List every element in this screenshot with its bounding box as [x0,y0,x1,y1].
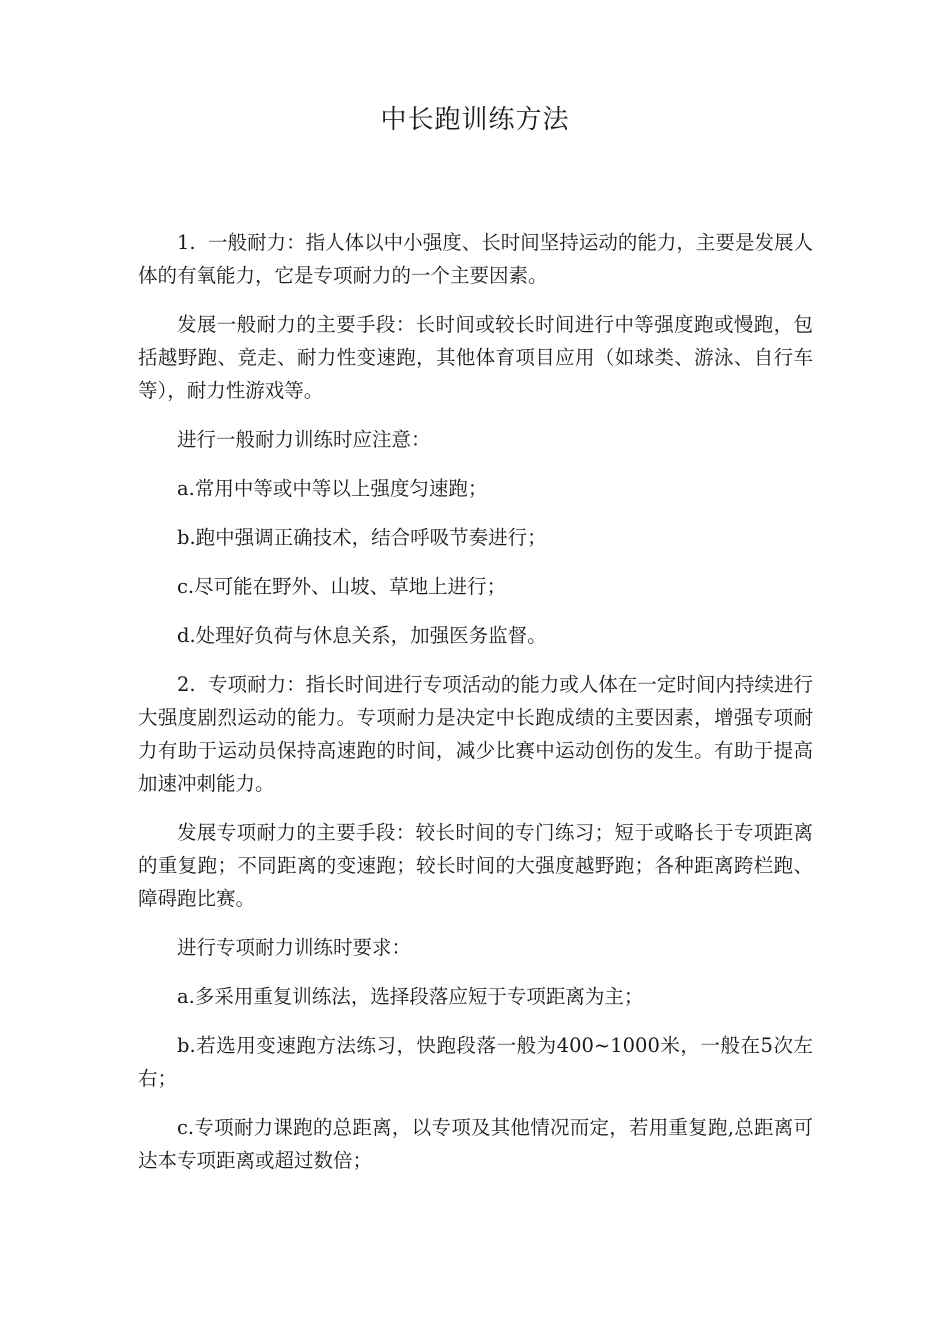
list-item-general-c: c.尽可能在野外、山坡、草地上进行； [177,575,507,598]
paragraph-general-endurance-notes-heading: 进行一般耐力训练时应注意： [177,428,431,451]
list-item-special-c: c.专项耐力课跑的总距离，以专项及其他情况而定，若用重复跑,总距离可达本专项距离或超过数倍； [138,1116,813,1172]
paragraph-special-endurance-definition: 2. 专项耐力：指长时间进行专项活动的能力或人体在一定时间内持续进行大强度剧烈运动的能力。专项耐力是决定中长跑成绩的主要因素，增强专项耐力有助于运动员保持高速跑的时间，减少比赛中运动创伤的发生。有助于提高加速冲刺能力。 [138,673,813,795]
list-item-general-a: a.常用中等或中等以上强度匀速跑； [177,477,488,500]
document-title: 中长跑训练方法 [380,105,570,135]
document-body [138,226,813,1193]
list-item-general-d: d.处理好负荷与休息关系，加强医务监督。 [177,624,547,647]
list-item-special-a: a.多采用重复训练法，选择段落应短于专项距离为主； [177,985,644,1008]
list-item-general-b: b.跑中强调正确技术，结合呼吸节奏进行； [177,526,547,549]
list-item-special-b: b.若选用变速跑方法练习，快跑段落一般为400~1000米，一般在5次左右； [138,1034,813,1090]
paragraph-general-endurance-definition: 1. 一般耐力：指人体以中小强度、长时间坚持运动的能力，主要是发展人体的有氧能力，它是专项耐力的一个主要因素。 [138,231,813,287]
paragraph-special-endurance-methods: 发展专项耐力的主要手段：较长时间的专门练习；短于或略长于专项距离的重复跑；不同距离的变速跑；较长时间的大强度越野跑；各种距离跨栏跑、障碍跑比赛。 [138,821,813,910]
paragraph-special-endurance-requirements-heading: 进行专项耐力训练时要求： [177,936,412,959]
paragraph-general-endurance-methods: 发展一般耐力的主要手段：长时间或较长时间进行中等强度跑或慢跑，包括越野跑、竞走、耐力性变速跑，其他体育项目应用（如球类、游泳、自行车等），耐力性游戏等。 [138,313,813,402]
